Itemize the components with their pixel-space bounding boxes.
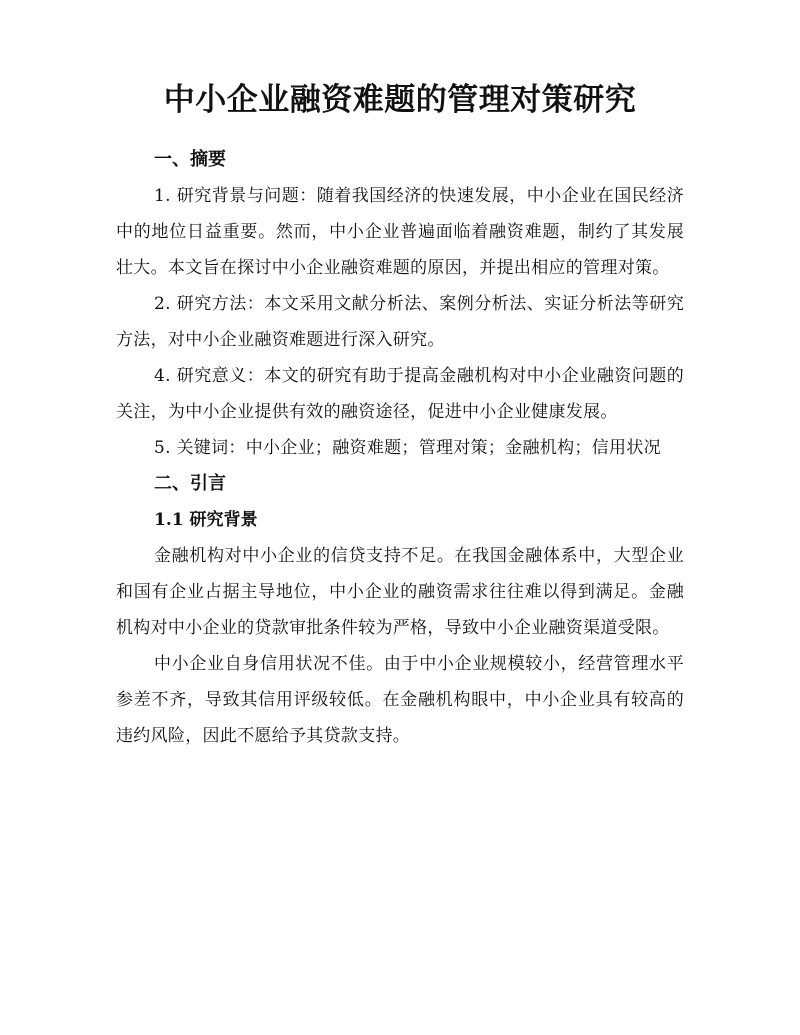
abstract-section [116, 142, 684, 466]
introduction-paragraph: 中小企业自身信用状况不佳。由于中小企业规模较小，经营管理水平参差不齐，导致其信用评级较低。在金融机构眼中，中小企业具有较高的违约风险，因此不愿给予其贷款支持。 [116, 654, 684, 746]
introduction-paragraph: 金融机构对中小企业的信贷支持不足。在我国金融体系中，大型企业和国有企业占据主导地位，中小企业的融资需求往往难以得到满足。金融机构对中小企业的贷款审批条件较为严格，导致中小企业融资渠道受限。 [116, 546, 684, 638]
abstract-heading: 一、摘要 [154, 149, 226, 170]
introduction-heading: 二、引言 [154, 473, 226, 494]
introduction-section [116, 466, 684, 754]
abstract-item-method: 2. 研究方法：本文采用文献分析法、案例分析法、实证分析法等研究方法，对中小企业融资难题进行深入研究。 [116, 294, 684, 350]
document-title: 中小企业融资难题的管理对策研究 [163, 82, 637, 118]
abstract-item-background: 1. 研究背景与问题：随着我国经济的快速发展，中小企业在国民经济中的地位日益重要。然而，中小企业普遍面临着融资难题，制约了其发展壮大。本文旨在探讨中小企业融资难题的原因，并提出相应的管理对策。 [116, 186, 684, 278]
abstract-item-keywords: 5. 关键词：中小企业；融资难题；管理对策；金融机构；信用状况 [154, 438, 661, 458]
abstract-item-significance: 4. 研究意义：本文的研究有助于提高金融机构对中小企业融资问题的关注，为中小企业提供有效的融资途径，促进中小企业健康发展。 [116, 366, 684, 422]
research-background-subheading: 1.1 研究背景 [154, 510, 258, 530]
